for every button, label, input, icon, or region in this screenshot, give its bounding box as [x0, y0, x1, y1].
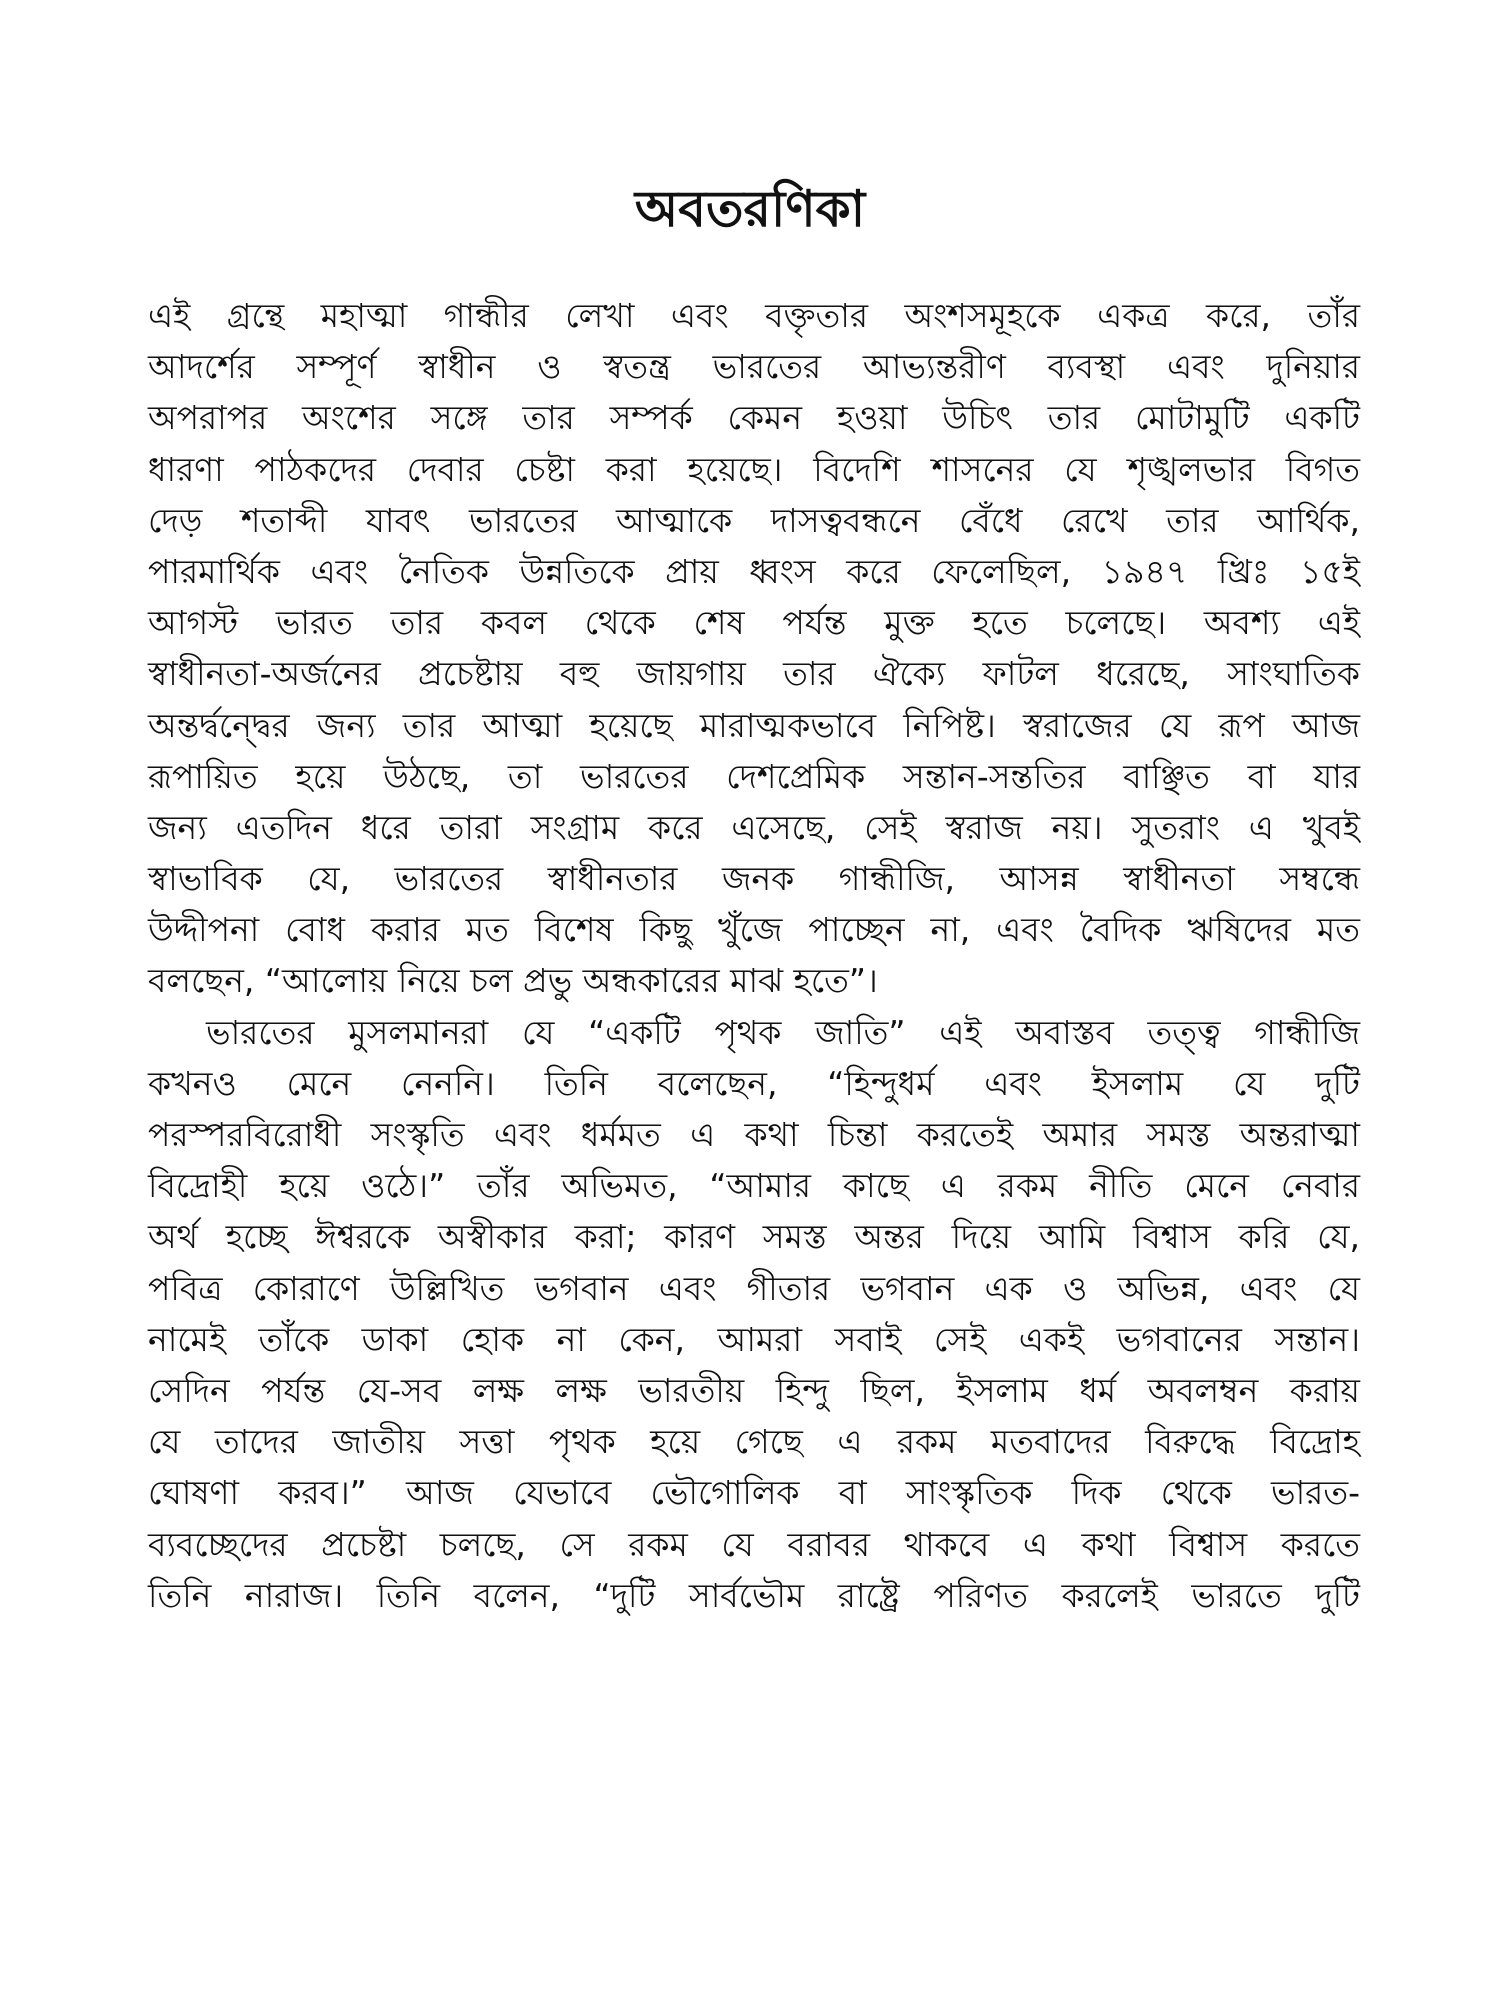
- text-line: সেদিন পর্যন্ত যে-সব লক্ষ লক্ষ ভারতীয় হিন্দু ছিল, ইসলাম ধর্ম অবলম্বন করায়: [148, 1370, 1360, 1410]
- text-line: অর্থ হচ্ছে ঈশ্বরকে অস্বীকার করা; কারণ সমস্ত অন্তর দিয়ে আমি বিশ্বাস করি যে,: [148, 1217, 1360, 1257]
- text-line: উদ্দীপনা বোধ করার মত বিশেষ কিছু খুঁজে পাচ্ছেন না, এবং বৈদিক ঋষিদের মত: [148, 910, 1360, 950]
- text-line: অন্তর্দ্বন্দ্বের জন্য তার আত্মা হয়েছে মারাত্মকভাবে নিপিষ্ট। স্বরাজের যে রূপ আজ: [148, 705, 1360, 745]
- text-line: নামেই তাঁকে ডাকা হোক না কেন, আমরা সবাই সেই একই ভগবানের সন্তান।: [148, 1319, 1360, 1359]
- text-line: পারমার্থিক এবং নৈতিক উন্নতিকে প্রায় ধ্বংস করে ফেলেছিল, ১৯৪৭ খ্রিঃ ১৫ই: [148, 551, 1360, 591]
- text-line: যে তাদের জাতীয় সত্তা পৃথক হয়ে গেছে এ রকম মতবাদের বিরুদ্ধে বিদ্রোহ: [148, 1422, 1360, 1462]
- page-title: অবতরণিকা: [634, 179, 866, 238]
- text-line: স্বাভাবিক যে, ভারতের স্বাধীনতার জনক গান্ধীজি, আসন্ন স্বাধীনতা সম্বন্ধে: [148, 859, 1360, 899]
- text-line: এই গ্রন্থে মহাত্মা গান্ধীর লেখা এবং বক্তৃতার অংশসমূহকে একত্র করে, তাঁর: [148, 296, 1360, 335]
- text-line: তিনি নারাজ। তিনি বলেন, “দুটি সার্বভৌম রাষ্ট্রে পরিণত করলেই ভারতে দুটি: [148, 1575, 1360, 1615]
- text-line: ভারতের মুসলমানরা যে “একটি পৃথক জাতি” এই অবাস্তব তত্ত্ব গান্ধীজি: [206, 1012, 1360, 1052]
- text-line: বিদ্রোহী হয়ে ওঠে।” তাঁর অভিমত, “আমার কাছে এ রকম নীতি মেনে নেবার: [148, 1166, 1360, 1206]
- text-line: অপরাপর অংশের সঙ্গে তার সম্পর্ক কেমন হওয়া উচিৎ তার মোটামুটি একটি: [148, 398, 1360, 438]
- paragraph-1: [148, 290, 1360, 1007]
- paragraph-2: [148, 1007, 1360, 1621]
- text-line: ঘোষণা করব।” আজ যেভাবে ভৌগোলিক বা সাংস্কৃতিক দিক থেকে ভারত-: [148, 1473, 1360, 1513]
- text-line: কখনও মেনে নেননি। তিনি বলেছেন, “হিন্দুধর্ম এবং ইসলাম যে দুটি: [148, 1063, 1360, 1103]
- text-line: জন্য এতদিন ধরে তারা সংগ্রাম করে এসেছে, সেই স্বরাজ নয়। সুতরাং এ খুবই: [148, 807, 1360, 847]
- text-line: আগস্ট ভারত তার কবল থেকে শেষ পর্যন্ত মুক্ত হতে চলেছে। অবশ্য এই: [148, 603, 1360, 643]
- text-line: পবিত্র কোরাণে উল্লিখিত ভগবান এবং গীতার ভগবান এক ও অভিন্ন, এবং যে: [148, 1268, 1360, 1308]
- text-line: ধারণা পাঠকদের দেবার চেষ্টা করা হয়েছে। বিদেশি শাসনের যে শৃঙ্খলভার বিগত: [148, 449, 1360, 489]
- text-line: স্বাধীনতা-অর্জনের প্রচেষ্টায় বহু জায়গায় তার ঐক্যে ফাটল ধরেছে, সাংঘাতিক: [148, 654, 1360, 694]
- text-line: পরস্পরবিরোধী সংস্কৃতি এবং ধর্মমত এ কথা চিন্তা করতেই অমার সমস্ত অন্তরাত্মা: [148, 1115, 1360, 1154]
- text-line: দেড় শতাব্দী যাবৎ ভারতের আত্মাকে দাসত্ববন্ধনে বেঁধে রেখে তার আর্থিক,: [148, 500, 1360, 540]
- text-line: রূপায়িত হয়ে উঠছে, তা ভারতের দেশপ্রেমিক সন্তান-সন্ততির বাঞ্ছিত বা যার: [148, 756, 1360, 796]
- document-body: [148, 290, 1360, 1621]
- text-line: আদর্শের সম্পূর্ণ স্বাধীন ও স্বতন্ত্র ভারতের আভ্যন্তরীণ ব্যবস্থা এবং দুনিয়ার: [148, 347, 1360, 387]
- text-line: বলছেন, “আলোয় নিয়ে চল প্রভু অন্ধকারের মাঝ হতে”।: [148, 961, 878, 1001]
- text-line: ব্যবচ্ছেদের প্রচেষ্টা চলছে, সে রকম যে বরাবর থাকবে এ কথা বিশ্বাস করতে: [148, 1524, 1360, 1564]
